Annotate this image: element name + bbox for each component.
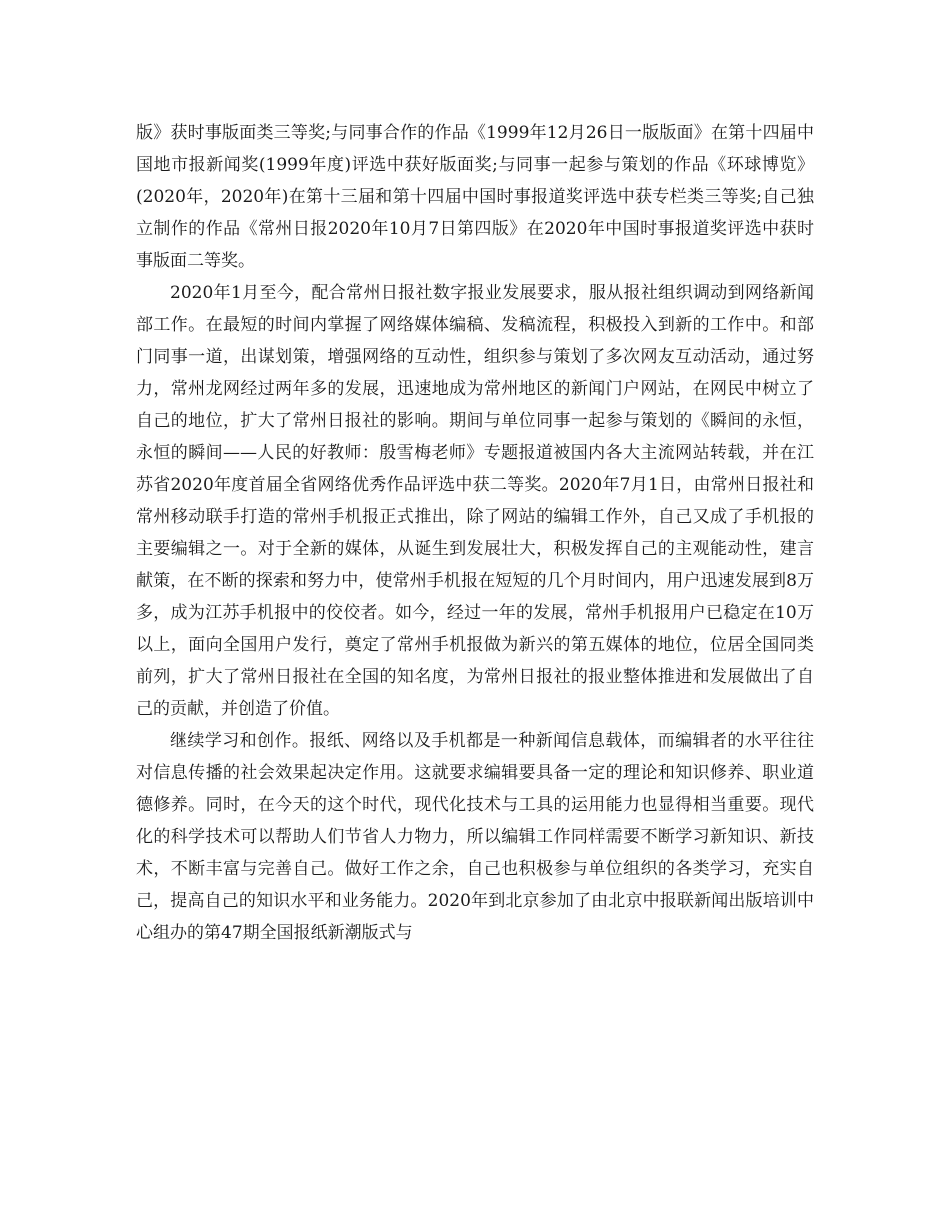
paragraph-awards: 版》获时事版面类三等奖;与同事合作的作品《1999年12月26日一版版面》在第十四届中国地市报新闻奖(1999年度)评选中获好版面奖;与同事一起参与策划的作品《环球博览》(2020年，2020年)在第十三届和第十四届中国时事报道奖评选中获专栏类三等奖;自己独立制作的作品《常州日报2020年10月7日第四版》在2020年中国时事报道奖评选中获时事版面二等奖。 xyxy=(136,123,814,271)
document-body xyxy=(136,117,814,949)
paragraph-continued-learning: 继续学习和创作。报纸、网络以及手机都是一种新闻信息载体，而编辑者的水平往往对信息传播的社会效果起决定作用。这就要求编辑要具备一定的理论和知识修养、职业道德修养。同时，在今天的这个时代，现代化技术与工具的运用能力也显得相当重要。现代化的科学技术可以帮助人们节省人力物力，所以编辑工作同样需要不断学习新知识、新技术，不断丰富与完善自己。做好工作之余，自己也积极参与单位组织的各类学习，充实自己，提高自己的知识水平和业务能力。2020年到北京参加了由北京中报联新闻出版培训中心组办的第47期全国报纸新潮版式与 xyxy=(136,731,814,943)
paragraph-network-news: 2020年1月至今，配合常州日报社数字报业发展要求，服从报社组织调动到网络新闻部工作。在最短的时间内掌握了网络媒体编稿、发稿流程，积极投入到新的工作中。和部门同事一道，出谋划策，增强网络的互动性，组织参与策划了多次网友互动活动，通过努力，常州龙网经过两年多的发展，迅速地成为常州地区的新闻门户网站，在网民中树立了自己的地位，扩大了常州日报社的影响。期间与单位同事一起参与策划的《瞬间的永恒，永恒的瞬间——人民的好教师：殷雪梅老师》专题报道被国内各大主流网站转载，并在江苏省2020年度首届全省网络优秀作品评选中获二等奖。2020年7月1日，由常州日报社和常州移动联手打造的常州手机报正式推出，除了网站的编辑工作外，自己又成了手机报的主要编辑之一。对于全新的媒体，从诞生到发展壮大，积极发挥自己的主观能动性，建言献策，在不断的探索和努力中，使常州手机报在短短的几个月时间内，用户迅速发展到8万多，成为江苏手机报中的佼佼者。如今，经过一年的发展，常州手机报用户已稳定在10万以上，面向全国用户发行，奠定了常州手机报做为新兴的第五媒体的地位，位居全国同类前列，扩大了常州日报社在全国的知名度，为常州日报社的报业整体推进和发展做出了自己的贡献，并创造了价值。 xyxy=(136,283,814,719)
